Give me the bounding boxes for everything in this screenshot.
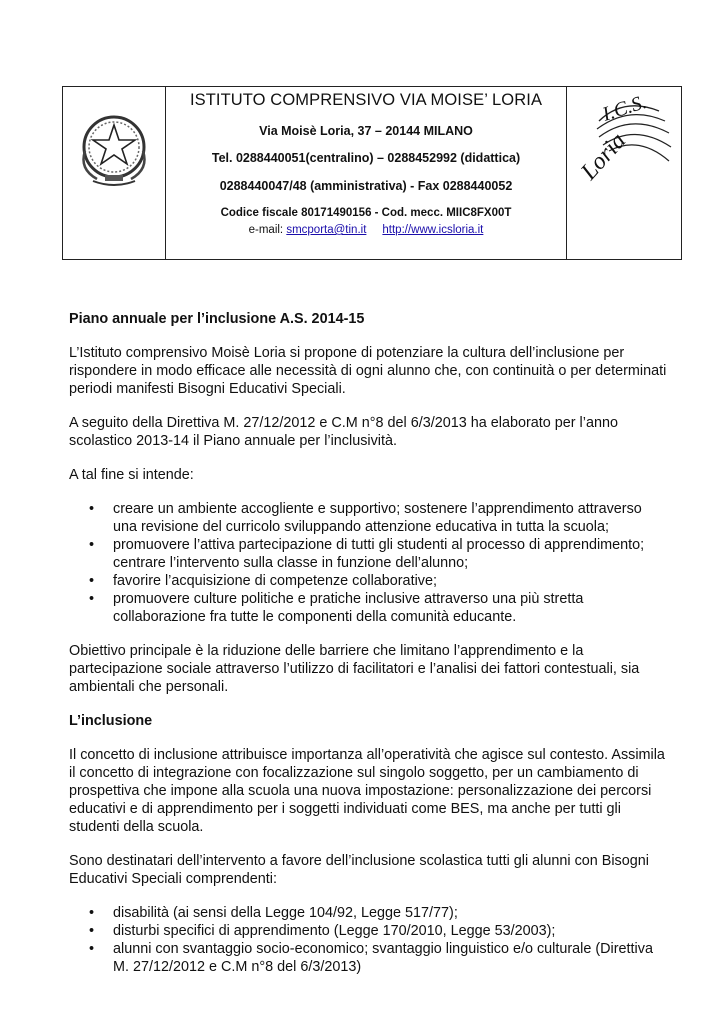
school-info-cell (166, 87, 566, 259)
email-label: e-mail: (248, 224, 287, 236)
paragraph-intro: L’Istituto comprensivo Moisè Loria si propone di potenziare la cultura dell’inclusione per rispondere in modo efficace alle necessità di ogni alunno che, con continuità o per determinati periodi manifesti Bisogni Educativi Speciali. (69, 345, 667, 397)
list-item-text: creare un ambiente accogliente e supportivo; sostenere l’apprendimento attraverso una revisione del curricolo sviluppando attenzione educativa in tutta la scuola; (113, 501, 642, 535)
list-item (69, 500, 669, 536)
bullet: • (89, 537, 95, 553)
emblem-cell (63, 87, 166, 259)
list-item-text: disabilità (ai sensi della Legge 104/92, Legge 517/77); (113, 905, 458, 921)
logo-text-bottom: Loria (576, 127, 632, 186)
paragraph-directive: A seguito della Direttiva M. 27/12/2012 e C.M n°8 del 6/3/2013 ha elaborato per l’anno scolastico 2013-14 il Piano annuale per l’inclusività. (69, 415, 618, 449)
list-item-text: alunni con svantaggio socio-economico; svantaggio linguistico e/o culturale (Direttiva M. 27/12/2012 e C.M n°8 del 6/3/2013) (113, 941, 653, 975)
bullet: • (89, 905, 95, 921)
logo-cell (566, 87, 681, 259)
school-codes: Codice fiscale 80171490156 - Cod. mecc. MIIC8FX00T (220, 207, 512, 219)
document-body (69, 310, 669, 992)
list-item (69, 904, 669, 922)
paragraph-recipients: Sono destinatari dell’intervento a favore dell’inclusione scolastica tutti gli alunni con Bisogni Educativi Speciali comprendenti: (69, 853, 649, 887)
list-item (69, 536, 669, 572)
paragraph-objective: Obiettivo principale è la riduzione delle barriere che limitano l’apprendimento e la partecipazione sociale attraverso l’utilizzo di facilitatori e l’analisi dei fattori contestuali, sia ambientali che personali. (69, 643, 640, 695)
list-item (69, 940, 669, 976)
letterhead (62, 86, 682, 260)
bullet: • (89, 941, 95, 957)
list-item-text: disturbi specifici di apprendimento (Legge 170/2010, Legge 53/2003); (113, 923, 556, 939)
italian-republic-emblem-icon (75, 109, 153, 189)
document-title: Piano annuale per l’inclusione A.S. 2014-15 (69, 311, 365, 327)
list-item (69, 922, 669, 940)
section-heading-inclusion: L’inclusione (69, 713, 153, 729)
ics-loria-logo (569, 91, 679, 191)
paragraph-purpose: A tal fine si intende: (69, 467, 194, 483)
list-item-text: promuovere culture politiche e pratiche inclusive attraverso una più stretta collaborazione fra tutte le componenti della comunità educante. (113, 591, 584, 625)
school-phone-admin: 0288440047/48 (amministrativa) - Fax 0288440052 (219, 179, 513, 193)
bullet: • (89, 591, 95, 607)
email-link[interactable]: smcporta@tin.it (286, 224, 367, 236)
bullet: • (89, 923, 95, 939)
list-item-text: promuovere l’attiva partecipazione di tutti gli studenti al processo di apprendimento; centrare l’intervento sulla classe in funzione dell’alunno; (113, 537, 645, 571)
bes-list (69, 904, 669, 976)
school-address: Via Moisè Loria, 37 – 20144 MILANO (259, 124, 473, 138)
school-phone: Tel. 0288440051(centralino) – 0288452992 (didattica) (211, 151, 521, 165)
website-link[interactable]: http://www.icsloria.it (382, 224, 484, 236)
school-name: ISTITUTO COMPRENSIVO VIA MOISE’ LORIA (189, 91, 543, 109)
bullet: • (89, 501, 95, 517)
goals-list (69, 500, 669, 626)
school-contacts (166, 224, 566, 236)
logo-text-top: I.C.S. (599, 91, 650, 126)
paragraph-inclusion-concept: Il concetto di inclusione attribuisce importanza all’operatività che agisce sul contesto. Assimila il concetto di integrazione con focalizzazione sul singolo soggetto, per un cambiamento di prospettiva che impone alla scuola una nuova impostazione: personalizzazione dei percorsi educativi e di apprendimento per i soggetti individuati come BES, ma anche per tutti gli studenti della scuola. (69, 747, 665, 835)
list-item (69, 572, 669, 590)
list-item (69, 590, 669, 626)
bullet: • (89, 573, 95, 589)
list-item-text: favorire l’acquisizione di competenze collaborative; (113, 573, 437, 589)
